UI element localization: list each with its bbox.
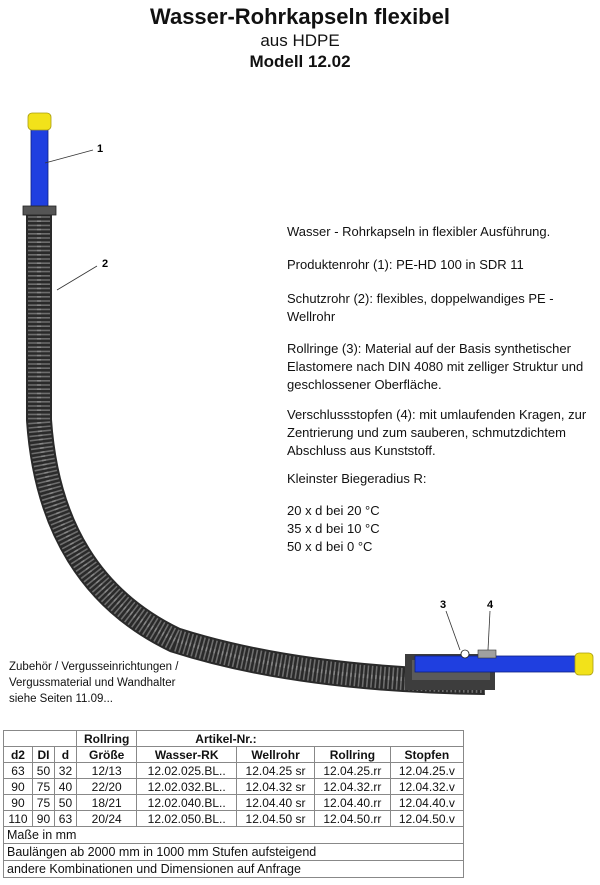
table-cell: 90 (4, 779, 33, 795)
table-cell: 50 (32, 763, 54, 779)
page-subtitle: aus HDPE (260, 31, 340, 50)
table-note-row (4, 827, 464, 844)
group-header-rollring: Rollring (76, 731, 136, 747)
table-cell: 12.02.050.BL.. (137, 811, 237, 827)
table-group-header-row (4, 731, 464, 747)
table-cell: 63 (54, 811, 76, 827)
end-plug (478, 650, 496, 658)
table-cell: 32 (54, 763, 76, 779)
table-cell: 110 (4, 811, 33, 827)
col-header: DI (32, 747, 54, 763)
table-cell: 12.04.40.v (390, 795, 463, 811)
accessories-line: Zubehör / Vergusseinrichtungen / (9, 661, 179, 673)
pipe-end-cap-top (28, 113, 51, 130)
table-cell: 12.04.50.v (390, 811, 463, 827)
model-label: Modell 12.02 (249, 52, 351, 71)
table-row (4, 795, 464, 811)
desc-bend-radius-values: 20 x d bei 20 °C 35 x d bei 10 °C 50 x d bei 0 °C (287, 503, 380, 554)
table-note-row (4, 861, 464, 878)
table-cell: 12.04.50.rr (315, 811, 391, 827)
table-cell: 63 (4, 763, 33, 779)
col-header: d2 (4, 747, 33, 763)
callout-4: 4 (487, 599, 494, 611)
desc-product-pipe: Produktenrohr (1): PE-HD 100 in SDR 11 (287, 257, 524, 272)
table-cell: 90 (32, 811, 54, 827)
col-header: d (54, 747, 76, 763)
table-header-row (4, 747, 464, 763)
table-cell: 12.02.040.BL.. (137, 795, 237, 811)
product-pipe-bottom (415, 656, 577, 672)
callout-1: 1 (97, 143, 104, 155)
desc-protective-pipe: Schutzrohr (2): flexibles, doppelwandiges PE - Wellrohr (287, 291, 554, 324)
table-cell: 22/20 (76, 779, 136, 795)
table-cell: 12.04.32 sr (237, 779, 315, 795)
table-cell: 12.04.25.v (390, 763, 463, 779)
table-cell: 12.04.32.rr (315, 779, 391, 795)
table-cell: 50 (54, 795, 76, 811)
table-cell: 40 (54, 779, 76, 795)
callout-3: 3 (440, 599, 447, 611)
table-cell: 75 (32, 779, 54, 795)
table-note: andere Kombinationen und Dimensionen auf Anfrage (4, 861, 464, 878)
desc-plugs: Verschlussstopfen (4): mit umlaufenden Kragen, zur Zentrierung und zum sauberen, schmutzdichtem Abschluss aus Kunststoff. (287, 407, 587, 458)
table-row (4, 779, 464, 795)
desc-intro: Wasser - Rohrkapseln in flexibler Ausführung. (287, 224, 551, 239)
table-cell: 90 (4, 795, 33, 811)
corrugated-collar (23, 206, 56, 215)
spec-table (3, 730, 464, 878)
accessories-note (9, 659, 178, 707)
col-header: Wasser-RK (137, 747, 237, 763)
table-cell: 12.02.025.BL.. (137, 763, 237, 779)
col-header: Größe (76, 747, 136, 763)
table-cell: 12.04.32.v (390, 779, 463, 795)
product-pipe-top (31, 128, 48, 214)
page-title: Wasser-Rohrkapseln flexibel (150, 4, 450, 29)
pipe-end-cap-bottom (575, 653, 593, 675)
rolling-ring (461, 650, 469, 658)
table-cell: 12.04.40 sr (237, 795, 315, 811)
accessories-line: Vergussmaterial und Wandhalter (9, 677, 176, 689)
col-header: Rollring (315, 747, 391, 763)
table-cell: 20/24 (76, 811, 136, 827)
table-cell: 12.04.25.rr (315, 763, 391, 779)
table-note-row (4, 844, 464, 861)
accessories-line: siehe Seiten 11.09... (9, 693, 113, 705)
table-note: Maße in mm (4, 827, 464, 844)
table-cell: 12.04.50 sr (237, 811, 315, 827)
table-cell: 75 (32, 795, 54, 811)
desc-rolling-rings: Rollringe (3): Material auf der Basis synthetischer Elastomere nach DIN 4080 mit zelliger Struktur und geschlossener Oberfläche. (287, 341, 584, 392)
table-note: Baulängen ab 2000 mm in 1000 mm Stufen aufsteigend (4, 844, 464, 861)
table-cell: 12.02.032.BL.. (137, 779, 237, 795)
table-cell: 12/13 (76, 763, 136, 779)
table-cell: 12.04.25 sr (237, 763, 315, 779)
col-header: Wellrohr (237, 747, 315, 763)
table-row (4, 763, 464, 779)
table-row (4, 811, 464, 827)
col-header: Stopfen (390, 747, 463, 763)
table-cell: 18/21 (76, 795, 136, 811)
group-header-artikel: Artikel-Nr.: (137, 731, 315, 747)
desc-bend-radius-label: Kleinster Biegeradius R: (287, 471, 427, 486)
callout-2: 2 (102, 258, 109, 270)
table-cell: 12.04.40.rr (315, 795, 391, 811)
